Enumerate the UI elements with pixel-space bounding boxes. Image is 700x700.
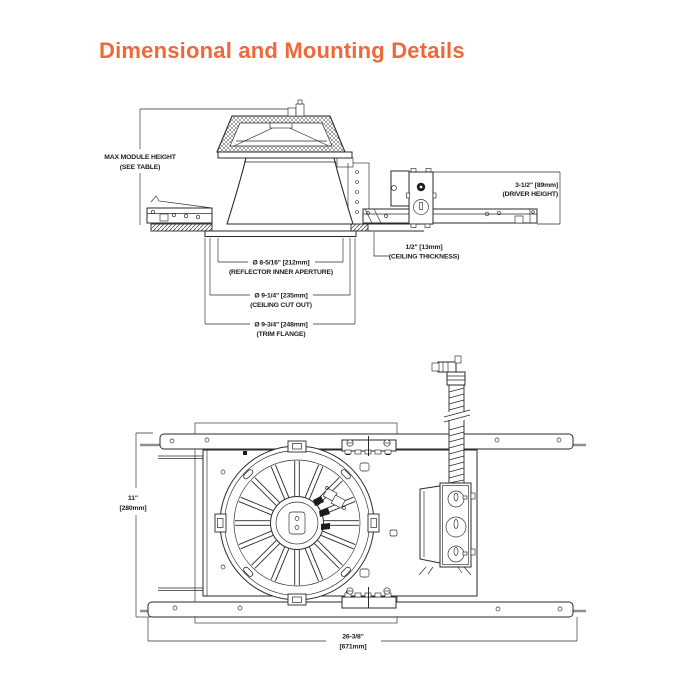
spring-clip	[151, 196, 212, 208]
reflector-cone	[227, 158, 353, 224]
ceiling-section	[151, 224, 424, 231]
frame-height-sub: [280mm]	[119, 505, 147, 512]
ceiling-thickness-label: 1/2" [13mm]	[405, 244, 443, 251]
heat-sink-connector	[288, 100, 304, 116]
flange-sub: (TRIM FLANGE)	[256, 331, 306, 338]
cutout-dimension	[210, 238, 350, 295]
frame-height-dimension	[136, 433, 153, 617]
flange-label: Ø 9-3/4" [248mm]	[254, 321, 308, 329]
frame-width-sub: [671mm]	[339, 643, 367, 651]
left-hanger-bar	[147, 196, 212, 223]
conduit-connector	[432, 356, 465, 385]
cutout-sub: (CEILING CUT OUT)	[250, 302, 312, 309]
frame-width-label: 26-3/8"	[342, 633, 364, 641]
flange-dimension	[205, 238, 355, 324]
ceiling-thickness-leader	[374, 232, 389, 256]
max-module-height-label: MAX MODULE HEIGHT	[104, 154, 176, 161]
frame-height-label: 11"	[128, 495, 138, 502]
knockouts	[446, 491, 467, 562]
driver-height-label: 3-1/2" [89mm]	[515, 182, 558, 189]
ceiling-thickness-sub: (CEILING THICKNESS)	[388, 253, 460, 261]
page-title: Dimensional and Mounting Details	[99, 38, 465, 63]
bottom-bar-coupler	[342, 587, 396, 608]
driver-height-sub: (DRIVER HEIGHT)	[502, 191, 558, 198]
plan-view-diagram	[120, 356, 586, 651]
right-hanger-bar	[363, 209, 537, 223]
cutout-label: Ø 9-1/4" [235mm]	[254, 292, 308, 300]
center-hub	[289, 512, 305, 534]
max-module-height-sub: (SEE TABLE)	[119, 164, 161, 171]
aperture-label: Ø 8-5/16" [212mm]	[252, 259, 310, 267]
aperture-dimension	[218, 238, 343, 262]
aperture-sub: (REFLECTOR INNER APERTURE)	[228, 269, 334, 276]
side-view-diagram	[104, 100, 560, 338]
trim-flange	[205, 231, 356, 237]
